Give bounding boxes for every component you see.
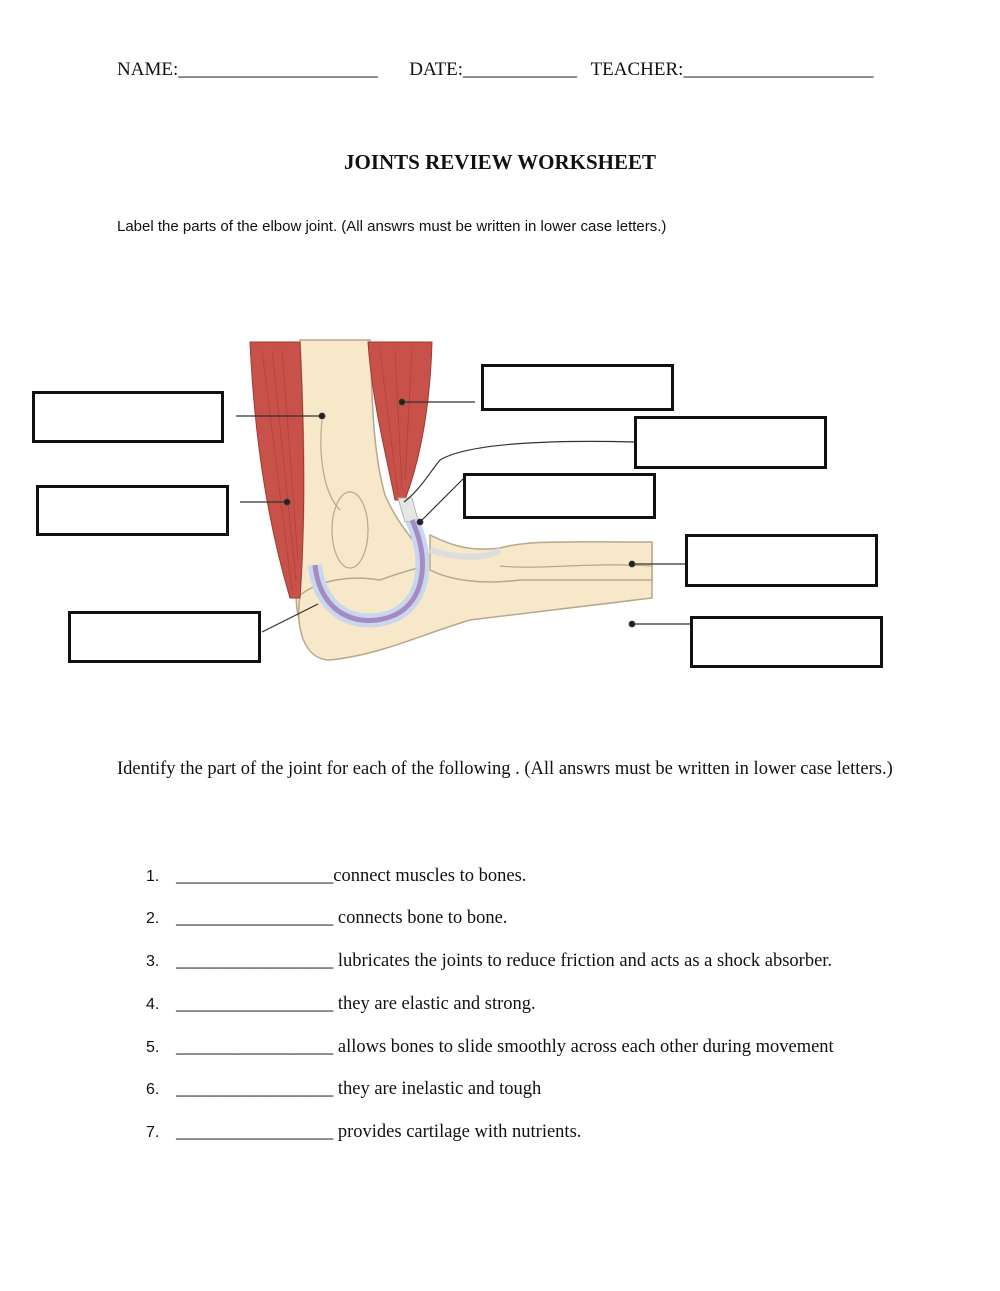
question-number: 1. — [146, 868, 160, 885]
label-box-ligament[interactable] — [463, 473, 656, 519]
question-number: 5. — [146, 1039, 160, 1056]
label-box-triceps[interactable] — [481, 364, 674, 411]
question-text: provides cartilage with nutrients. — [333, 1122, 582, 1142]
question-number: 7. — [146, 1124, 160, 1141]
question-number: 2. — [146, 910, 160, 927]
question-text: they are inelastic and tough — [333, 1079, 542, 1099]
answer-blank[interactable]: _________________ — [176, 1122, 334, 1142]
question-number: 3. — [146, 953, 160, 970]
question-text: connects bone to bone. — [333, 908, 508, 928]
answer-blank[interactable]: _________________ — [176, 866, 334, 886]
diagram-instruction: Label the parts of the elbow joint. (All answrs must be written in lower case letters.) — [117, 218, 667, 235]
label-box-humerus[interactable] — [32, 391, 224, 443]
identify-instruction: Identify the part of the joint for each of the following . (All answrs must be written in lower case letters.) — [117, 759, 893, 779]
answer-blank[interactable]: _________________ — [176, 1037, 334, 1057]
answer-blank[interactable]: _________________ — [176, 908, 334, 928]
question-text: allows bones to slide smoothly across each other during movement — [333, 1037, 834, 1057]
question-item — [146, 951, 832, 972]
question-item — [146, 908, 507, 929]
elbow-joint-diagram — [0, 330, 1000, 690]
label-box-radius[interactable] — [685, 534, 878, 587]
date-field[interactable]: DATE:____________ — [409, 59, 578, 80]
label-box-cartilage[interactable] — [68, 611, 261, 663]
name-field[interactable]: NAME:_____________________ — [117, 59, 378, 80]
question-item — [146, 1037, 834, 1058]
teacher-field[interactable]: TEACHER:____________________ — [590, 59, 874, 80]
question-text: lubricates the joints to reduce friction and acts as a shock absorber. — [333, 951, 833, 971]
question-item — [146, 866, 526, 887]
answer-blank[interactable]: _________________ — [176, 994, 334, 1014]
question-number: 4. — [146, 996, 160, 1013]
header-fields — [117, 59, 873, 81]
page-title: JOINTS REVIEW WORKSHEET — [344, 150, 656, 174]
label-box-ulna[interactable] — [690, 616, 883, 668]
answer-blank[interactable]: _________________ — [176, 1079, 334, 1099]
answer-blank[interactable]: _________________ — [176, 951, 334, 971]
question-text: connect muscles to bones. — [333, 866, 527, 886]
question-item — [146, 994, 536, 1015]
question-text: they are elastic and strong. — [333, 994, 536, 1014]
question-item — [146, 1079, 541, 1100]
question-number: 6. — [146, 1081, 160, 1098]
label-box-biceps[interactable] — [36, 485, 229, 536]
label-box-tendon[interactable] — [634, 416, 827, 469]
question-item — [146, 1122, 581, 1143]
